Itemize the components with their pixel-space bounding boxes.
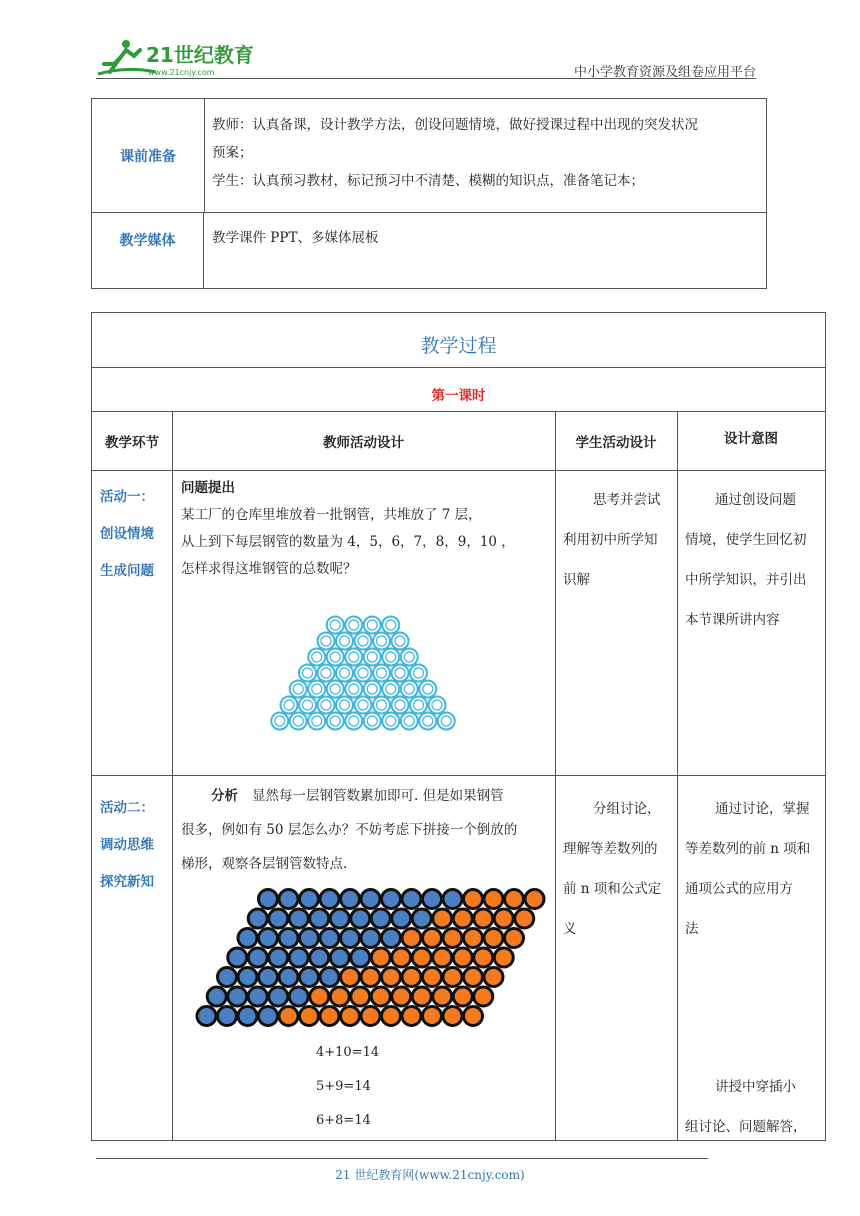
col-header-teacher: 教师活动设计 bbox=[323, 434, 404, 451]
pipe-orange bbox=[402, 968, 421, 987]
process-title: 教学过程 bbox=[420, 335, 497, 357]
pipe-orange bbox=[433, 909, 452, 928]
intent-line: 通过讨论，掌握 bbox=[715, 801, 810, 817]
pipe-orange bbox=[392, 987, 411, 1006]
pipe-orange bbox=[525, 890, 544, 909]
pipe-blue bbox=[218, 968, 237, 987]
pipe-circle bbox=[355, 665, 372, 682]
teacher-line: 梯形，观察各层钢管数特点. bbox=[181, 856, 348, 872]
pipe-circle bbox=[364, 713, 381, 730]
pipe-blue bbox=[259, 968, 278, 987]
teacher-line: 从上到下每层钢管的数量为 4，5，6，7，8，9，10 ， bbox=[181, 534, 515, 550]
pipe-orange bbox=[371, 948, 390, 967]
pipe-blue bbox=[259, 1007, 278, 1026]
pipe-orange bbox=[320, 1007, 339, 1026]
pipe-circle bbox=[290, 713, 307, 730]
pipe-circle bbox=[382, 681, 399, 698]
student-activity bbox=[563, 480, 675, 600]
pipe-circle bbox=[401, 681, 418, 698]
student-line: 思考并尝试 bbox=[593, 492, 661, 508]
pipe-blue bbox=[320, 890, 339, 909]
prep-table bbox=[91, 98, 767, 289]
intent-line: 通项公式的应用方 bbox=[685, 881, 793, 897]
pipe-orange bbox=[515, 909, 534, 928]
intent-line: 等差数列的前 n 项和 bbox=[685, 841, 811, 857]
pipe-circle bbox=[410, 665, 427, 682]
stage-line: 生成问题 bbox=[100, 563, 154, 579]
pipe-orange bbox=[484, 890, 503, 909]
stage-line: 活动一： bbox=[100, 489, 154, 505]
pipe-blue bbox=[269, 909, 288, 928]
pipe-circle bbox=[382, 713, 399, 730]
row-divider bbox=[92, 775, 825, 776]
pipe-orange bbox=[433, 987, 452, 1006]
pipe-circle bbox=[382, 649, 399, 666]
pipe-blue bbox=[228, 948, 247, 967]
pipe-circle bbox=[373, 697, 390, 714]
pipe-orange bbox=[382, 968, 401, 987]
pipe-blue bbox=[341, 890, 360, 909]
pipe-blue bbox=[351, 909, 370, 928]
pipe-blue bbox=[289, 909, 308, 928]
pipe-circle bbox=[290, 681, 307, 698]
pipe-circle bbox=[401, 713, 418, 730]
pipe-blue bbox=[269, 987, 288, 1006]
pipe-circle bbox=[355, 633, 372, 650]
activity-stage bbox=[100, 479, 154, 590]
pipe-blue bbox=[382, 929, 401, 948]
pipe-circle bbox=[308, 713, 325, 730]
pipe-orange bbox=[494, 909, 513, 928]
steel-pipe-stack-figure bbox=[268, 615, 458, 739]
pipe-orange bbox=[330, 987, 349, 1006]
pipe-circle bbox=[327, 713, 344, 730]
pipe-orange bbox=[453, 987, 472, 1006]
teacher-line: 很多，例如有 50 层怎么办？不妨考虑下拼接一个倒放的 bbox=[181, 822, 518, 838]
pipe-circle bbox=[382, 617, 399, 634]
pipe-blue bbox=[320, 968, 339, 987]
pipe-orange bbox=[453, 909, 472, 928]
pipe-blue bbox=[371, 909, 390, 928]
media-content bbox=[212, 224, 758, 252]
site-logo bbox=[96, 36, 266, 78]
pipe-orange bbox=[494, 948, 513, 967]
pipe-orange bbox=[361, 1007, 380, 1026]
pipe-orange bbox=[443, 968, 462, 987]
stage-line: 探究新知 bbox=[100, 874, 154, 890]
pipe-orange bbox=[361, 968, 380, 987]
pipe-orange bbox=[423, 968, 442, 987]
pipe-trapezoid-figure bbox=[182, 887, 554, 1027]
prep-line: 学生：认真预习教材，标记预习中不清楚、模糊的知识点，准备笔记本； bbox=[212, 173, 644, 189]
pipe-orange bbox=[392, 948, 411, 967]
pipe-orange bbox=[474, 987, 493, 1006]
pipe-circle bbox=[364, 617, 381, 634]
pipe-blue bbox=[238, 968, 257, 987]
pipe-orange bbox=[382, 1007, 401, 1026]
pipe-orange bbox=[505, 890, 524, 909]
pipe-blue bbox=[259, 929, 278, 948]
pipe-circle bbox=[419, 681, 436, 698]
pipe-circle bbox=[318, 665, 335, 682]
pipe-circle bbox=[410, 697, 427, 714]
design-intent-extra bbox=[685, 1067, 823, 1147]
pipe-circle bbox=[345, 713, 362, 730]
pipe-circle bbox=[373, 665, 390, 682]
stage-line: 活动二： bbox=[100, 800, 154, 816]
pipe-circle bbox=[419, 713, 436, 730]
pipe-orange bbox=[310, 987, 329, 1006]
pipe-circle bbox=[345, 617, 362, 634]
lesson-title: 第一课时 bbox=[431, 388, 486, 404]
pipe-circle bbox=[318, 633, 335, 650]
teacher-line: 怎样求得这堆钢管的总数呢？ bbox=[181, 561, 357, 577]
pipe-circle bbox=[364, 649, 381, 666]
pipe-circle bbox=[336, 665, 353, 682]
pipe-orange bbox=[443, 1007, 462, 1026]
pipe-blue bbox=[259, 890, 278, 909]
pipe-blue bbox=[248, 948, 267, 967]
intent-line: 讲授中穿插小 bbox=[715, 1079, 796, 1095]
equation: 4+10=14 bbox=[316, 1045, 380, 1060]
student-line: 义 bbox=[563, 921, 577, 937]
col-header-student: 学生活动设计 bbox=[575, 434, 657, 451]
pipe-blue bbox=[300, 929, 319, 948]
pipe-blue bbox=[341, 929, 360, 948]
pipe-orange bbox=[474, 909, 493, 928]
logo-text: 21世纪教育 bbox=[146, 43, 254, 67]
pipe-blue bbox=[228, 987, 247, 1006]
pipe-orange bbox=[443, 929, 462, 948]
col-header-intent: 设计意图 bbox=[724, 431, 778, 447]
pipe-circle bbox=[345, 649, 362, 666]
intent-line: 组讨论、问题解答， bbox=[685, 1119, 807, 1135]
intent-line: 情境，使学生回忆初 bbox=[685, 532, 807, 548]
pipe-blue bbox=[269, 948, 288, 967]
pipe-circle bbox=[392, 697, 409, 714]
pipe-orange bbox=[412, 987, 431, 1006]
pipe-orange bbox=[402, 929, 421, 948]
pipe-circle bbox=[401, 649, 418, 666]
pipe-orange bbox=[300, 1007, 319, 1026]
design-intent bbox=[685, 789, 823, 949]
pipe-blue bbox=[218, 1007, 237, 1026]
pipe-orange bbox=[484, 968, 503, 987]
pipe-blue bbox=[392, 909, 411, 928]
pipe-blue bbox=[320, 929, 339, 948]
intent-line: 通过创设问题 bbox=[715, 492, 796, 508]
header-divider bbox=[96, 78, 756, 79]
pipe-circle bbox=[281, 697, 298, 714]
pipe-blue bbox=[310, 909, 329, 928]
pipe-orange bbox=[505, 929, 524, 948]
pipe-orange bbox=[341, 1007, 360, 1026]
media-label: 教学媒体 bbox=[92, 212, 204, 289]
pipe-circle bbox=[271, 713, 288, 730]
pipe-orange bbox=[423, 929, 442, 948]
prep-content bbox=[212, 111, 758, 195]
prep-label: 课前准备 bbox=[92, 99, 205, 212]
student-line: 利用初中所学知 bbox=[563, 532, 658, 548]
pipe-circle bbox=[299, 665, 316, 682]
footer-divider bbox=[96, 1158, 708, 1159]
col-header-stage: 教学环节 bbox=[105, 434, 159, 451]
pipe-orange bbox=[474, 948, 493, 967]
pipe-orange bbox=[464, 1007, 483, 1026]
prep-row bbox=[92, 99, 766, 213]
activity-stage bbox=[100, 790, 154, 901]
intent-line: 中所学知识，并引出 bbox=[685, 572, 807, 588]
pipe-orange bbox=[402, 1007, 421, 1026]
pipe-blue bbox=[279, 890, 298, 909]
row-divider bbox=[92, 470, 825, 471]
pipe-orange bbox=[464, 968, 483, 987]
pipe-orange bbox=[351, 987, 370, 1006]
pipe-circle bbox=[355, 697, 372, 714]
pipe-circle bbox=[392, 665, 409, 682]
pipe-blue bbox=[289, 948, 308, 967]
logo-url: www.21cnjy.com bbox=[148, 68, 215, 77]
pipe-circle bbox=[327, 649, 344, 666]
intent-line: 法 bbox=[685, 921, 699, 937]
teacher-line: 显然每一层钢管数累加即可. 但是如果钢管 bbox=[252, 788, 504, 804]
pipe-blue bbox=[361, 890, 380, 909]
teacher-activity bbox=[181, 475, 551, 583]
pipe-orange bbox=[484, 929, 503, 948]
design-intent bbox=[685, 480, 823, 640]
pipe-blue bbox=[330, 909, 349, 928]
media-line: 教学课件 PPT、多媒体展板 bbox=[212, 230, 379, 246]
process-table bbox=[91, 312, 826, 1141]
pipe-circle bbox=[308, 681, 325, 698]
student-line: 分组讨论， bbox=[593, 801, 661, 817]
pipe-blue bbox=[423, 890, 442, 909]
prep-line: 教师：认真备课，设计教学方法，创设问题情境，做好授课过程中出现的突发状况 bbox=[212, 117, 698, 133]
pipe-circle bbox=[364, 681, 381, 698]
row-divider bbox=[92, 367, 825, 368]
pipe-blue bbox=[197, 1007, 216, 1026]
prep-line: 预案； bbox=[212, 145, 253, 161]
equations bbox=[316, 1036, 379, 1138]
teacher-activity bbox=[181, 779, 551, 881]
pipe-circle bbox=[336, 697, 353, 714]
stage-line: 调动思维 bbox=[100, 837, 154, 853]
pipe-orange bbox=[341, 968, 360, 987]
pipe-orange bbox=[371, 987, 390, 1006]
teacher-line: 某工厂的仓库里堆放着一批钢管，共堆放了 7 层， bbox=[181, 507, 482, 523]
pipe-orange bbox=[423, 1007, 442, 1026]
pipe-blue bbox=[279, 929, 298, 948]
pipe-orange bbox=[464, 929, 483, 948]
student-line: 前 n 项和公式定 bbox=[563, 881, 662, 897]
pipe-blue bbox=[330, 948, 349, 967]
stage-line: 创设情境 bbox=[100, 526, 154, 542]
pipe-circle bbox=[438, 713, 455, 730]
student-line: 理解等差数列的 bbox=[563, 841, 658, 857]
pipe-circle bbox=[336, 633, 353, 650]
pipe-orange bbox=[279, 1007, 298, 1026]
student-activity bbox=[563, 789, 675, 949]
analysis-lead: 分析 bbox=[211, 788, 238, 804]
pipe-blue bbox=[310, 948, 329, 967]
platform-title: 中小学教育资源及组卷应用平台 bbox=[573, 65, 756, 80]
student-line: 识解 bbox=[563, 572, 590, 588]
pipe-blue bbox=[382, 890, 401, 909]
equation: 6+8=14 bbox=[316, 1113, 371, 1128]
activity-heading: 问题提出 bbox=[181, 480, 235, 496]
pipe-blue bbox=[300, 968, 319, 987]
pipe-blue bbox=[361, 929, 380, 948]
pipe-circle bbox=[308, 649, 325, 666]
pipe-blue bbox=[238, 1007, 257, 1026]
pipe-circle bbox=[429, 697, 446, 714]
equation: 5+9=14 bbox=[316, 1079, 371, 1094]
pipe-circle bbox=[392, 633, 409, 650]
pipe-blue bbox=[443, 890, 462, 909]
pipe-blue bbox=[238, 929, 257, 948]
footer-text: 21 世纪教育网(www.21cnjy.com) bbox=[335, 1168, 525, 1182]
pipe-orange bbox=[453, 948, 472, 967]
media-row bbox=[92, 212, 766, 289]
pipe-orange bbox=[412, 948, 431, 967]
pipe-blue bbox=[289, 987, 308, 1006]
pipe-circle bbox=[327, 617, 344, 634]
pipe-orange bbox=[464, 890, 483, 909]
pipe-circle bbox=[373, 633, 390, 650]
pipe-blue bbox=[300, 890, 319, 909]
pipe-blue bbox=[412, 909, 431, 928]
pipe-blue bbox=[207, 987, 226, 1006]
pipe-orange bbox=[433, 948, 452, 967]
pipe-blue bbox=[351, 948, 370, 967]
intent-line: 本节课所讲内容 bbox=[685, 612, 780, 628]
pipe-circle bbox=[345, 681, 362, 698]
pipe-blue bbox=[402, 890, 421, 909]
pipe-circle bbox=[299, 697, 316, 714]
pipe-blue bbox=[248, 909, 267, 928]
pipe-blue bbox=[248, 987, 267, 1006]
pipe-blue bbox=[279, 968, 298, 987]
pipe-circle bbox=[327, 681, 344, 698]
pipe-circle bbox=[318, 697, 335, 714]
